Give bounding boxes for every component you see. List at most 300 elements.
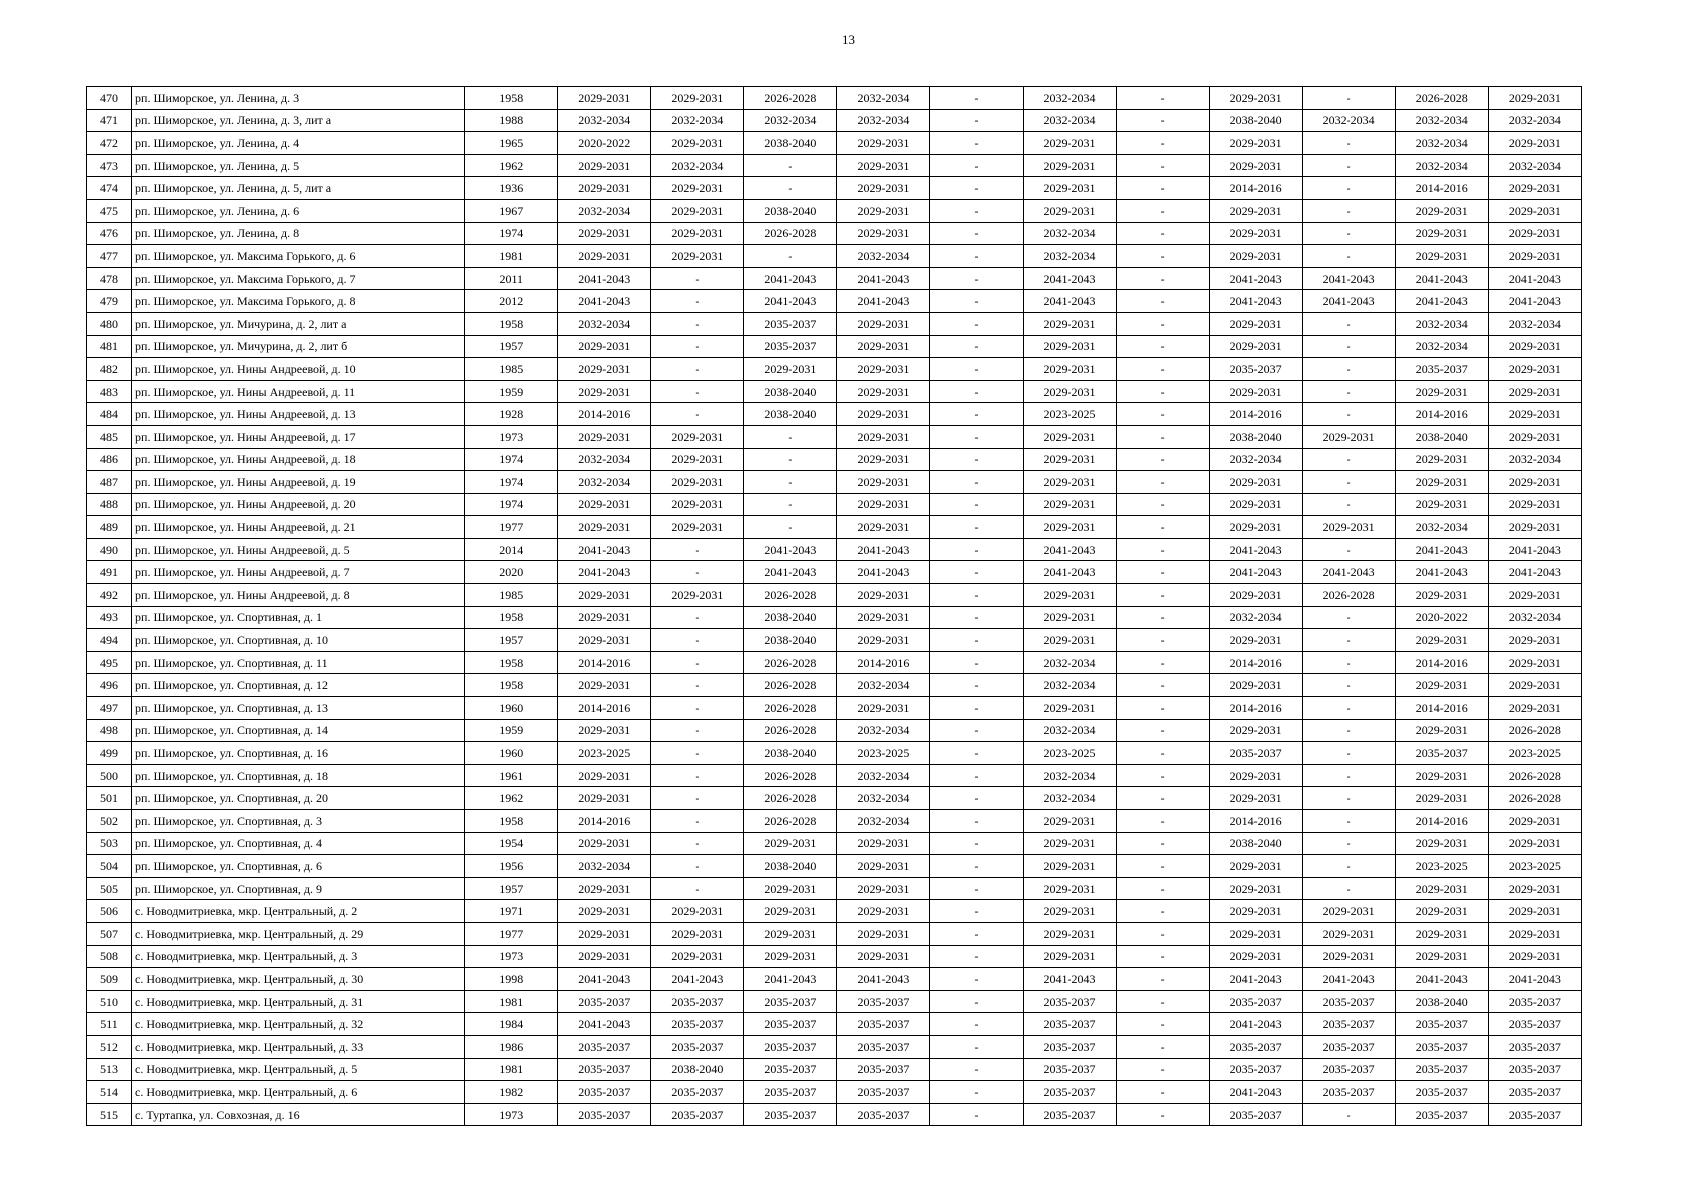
period-cell: 2026-2028 [744,584,837,607]
row-number-cell: 495 [87,651,132,674]
period-cell: 2032-2034 [837,109,930,132]
year-cell: 2012 [465,290,558,313]
period-cell: 2029-2031 [1302,922,1395,945]
period-cell: 2035-2037 [744,335,837,358]
period-cell: - [930,832,1023,855]
period-cell: 2035-2037 [1488,1013,1581,1036]
period-cell: 2038-2040 [744,403,837,426]
period-cell: 2023-2025 [837,742,930,765]
period-cell: - [930,199,1023,222]
period-cell: 2041-2043 [1023,561,1116,584]
row-number-cell: 488 [87,493,132,516]
address-cell: рп. Шиморское, ул. Спортивная, д. 10 [132,629,465,652]
period-cell: 2029-2031 [837,900,930,923]
period-cell: 2029-2031 [558,787,651,810]
row-number-cell: 477 [87,245,132,268]
period-cell: - [1116,968,1209,991]
period-cell: 2029-2031 [1209,132,1302,155]
period-cell: 2029-2031 [558,335,651,358]
period-cell: 2041-2043 [1209,561,1302,584]
year-cell: 1977 [465,922,558,945]
table-row [87,900,1582,923]
period-cell: 2029-2031 [558,425,651,448]
period-cell: 2023-2025 [558,742,651,765]
period-cell: 2035-2037 [1395,1103,1488,1126]
period-cell: - [930,1058,1023,1081]
row-number-cell: 512 [87,1035,132,1058]
table-row [87,199,1582,222]
period-cell: 2029-2031 [651,199,744,222]
period-cell: - [930,335,1023,358]
period-cell: - [930,787,1023,810]
period-cell: 2035-2037 [1488,1103,1581,1126]
table-row [87,674,1582,697]
period-cell: 2035-2037 [744,1058,837,1081]
period-cell: 2038-2040 [744,742,837,765]
row-number-cell: 504 [87,855,132,878]
row-number-cell: 515 [87,1103,132,1126]
period-cell: - [651,267,744,290]
period-cell: 2032-2034 [1023,719,1116,742]
period-cell: 2029-2031 [1488,674,1581,697]
period-cell: - [1116,87,1209,110]
period-cell: 2026-2028 [744,222,837,245]
year-cell: 1974 [465,222,558,245]
period-cell: 2029-2031 [1209,199,1302,222]
period-cell: 2035-2037 [744,1035,837,1058]
period-cell: 2029-2031 [1395,877,1488,900]
period-cell: - [930,493,1023,516]
period-cell: 2029-2031 [1023,629,1116,652]
row-number-cell: 505 [87,877,132,900]
period-cell: 2035-2037 [1302,1035,1395,1058]
address-cell: рп. Шиморское, ул. Спортивная, д. 4 [132,832,465,855]
period-cell: - [930,877,1023,900]
row-number-cell: 482 [87,358,132,381]
row-number-cell: 502 [87,810,132,833]
table-row [87,606,1582,629]
period-cell: 2026-2028 [744,810,837,833]
period-cell: 2029-2031 [1023,832,1116,855]
table-row [87,538,1582,561]
period-cell: 2029-2031 [837,425,930,448]
period-cell: 2029-2031 [837,606,930,629]
period-cell: - [930,403,1023,426]
year-cell: 1958 [465,87,558,110]
period-cell: 2029-2031 [651,245,744,268]
period-cell: - [1302,87,1395,110]
period-cell: - [1302,493,1395,516]
year-cell: 1958 [465,312,558,335]
period-cell: 2032-2034 [558,448,651,471]
period-cell: - [1302,538,1395,561]
row-number-cell: 510 [87,990,132,1013]
year-cell: 1936 [465,177,558,200]
period-cell: 2029-2031 [651,945,744,968]
period-cell: 2035-2037 [1395,1081,1488,1104]
period-cell: 2029-2031 [558,177,651,200]
table-row [87,922,1582,945]
period-cell: - [651,403,744,426]
period-cell: 2029-2031 [558,900,651,923]
year-cell: 1962 [465,787,558,810]
period-cell: - [651,787,744,810]
period-cell: 2029-2031 [1488,380,1581,403]
period-cell: 2035-2037 [1395,358,1488,381]
period-cell: 2041-2043 [1488,267,1581,290]
row-number-cell: 493 [87,606,132,629]
period-cell: - [1116,945,1209,968]
period-cell: 2038-2040 [744,629,837,652]
table-row [87,471,1582,494]
period-cell: - [1116,922,1209,945]
period-cell: - [1302,742,1395,765]
period-cell: - [930,674,1023,697]
period-cell: 2029-2031 [1395,493,1488,516]
address-cell: рп. Шиморское, ул. Нины Андреевой, д. 5 [132,538,465,561]
period-cell: 2029-2031 [837,403,930,426]
period-cell: 2026-2028 [744,697,837,720]
period-cell: - [1116,290,1209,313]
table-row [87,1103,1582,1126]
row-number-cell: 507 [87,922,132,945]
period-cell: 2029-2031 [1395,764,1488,787]
period-cell: 2029-2031 [558,674,651,697]
period-cell: 2029-2031 [1209,900,1302,923]
period-cell: 2029-2031 [1302,516,1395,539]
period-cell: - [930,358,1023,381]
period-cell: 2041-2043 [1023,290,1116,313]
period-cell: 2029-2031 [1209,312,1302,335]
row-number-cell: 475 [87,199,132,222]
period-cell: 2029-2031 [1395,787,1488,810]
period-cell: 2029-2031 [1302,425,1395,448]
period-cell: 2032-2034 [837,810,930,833]
period-cell: 2029-2031 [1209,335,1302,358]
period-cell: - [930,1103,1023,1126]
period-cell: - [1302,629,1395,652]
period-cell: - [651,877,744,900]
year-cell: 1959 [465,380,558,403]
period-cell: 2029-2031 [837,177,930,200]
period-cell: - [1302,674,1395,697]
period-cell: 2041-2043 [837,968,930,991]
period-cell: 2041-2043 [1209,538,1302,561]
period-cell: 2029-2031 [1488,584,1581,607]
period-cell: 2035-2037 [1302,1013,1395,1036]
period-cell: - [744,245,837,268]
table-row [87,358,1582,381]
table-row [87,1035,1582,1058]
period-cell: 2035-2037 [1209,1035,1302,1058]
row-number-cell: 508 [87,945,132,968]
period-cell: 2041-2043 [1209,290,1302,313]
period-cell: - [1302,1103,1395,1126]
period-cell: 2038-2040 [744,199,837,222]
period-cell: 2035-2037 [1488,990,1581,1013]
period-cell: - [930,900,1023,923]
year-cell: 2011 [465,267,558,290]
table-row [87,312,1582,335]
period-cell: 2029-2031 [1395,922,1488,945]
period-cell: 2029-2031 [1023,606,1116,629]
period-cell: 2041-2043 [744,561,837,584]
address-cell: рп. Шиморское, ул. Ленина, д. 4 [132,132,465,155]
period-cell: 2029-2031 [1023,358,1116,381]
period-cell: 2014-2016 [558,403,651,426]
period-cell: 2035-2037 [1488,1035,1581,1058]
period-cell: 2029-2031 [1395,719,1488,742]
period-cell: - [1116,900,1209,923]
period-cell: 2041-2043 [1209,267,1302,290]
row-number-cell: 485 [87,425,132,448]
period-cell: 2041-2043 [1302,290,1395,313]
period-cell: 2029-2031 [1302,945,1395,968]
period-cell: 2029-2031 [1023,697,1116,720]
period-cell: 2032-2034 [1023,109,1116,132]
period-cell: - [1302,245,1395,268]
period-cell: 2029-2031 [837,471,930,494]
row-number-cell: 514 [87,1081,132,1104]
period-cell: - [1302,764,1395,787]
period-cell: 2029-2031 [1488,651,1581,674]
period-cell: - [930,222,1023,245]
period-cell: 2032-2034 [1395,516,1488,539]
period-cell: 2035-2037 [651,1103,744,1126]
period-cell: 2029-2031 [651,471,744,494]
period-cell: 2029-2031 [1209,719,1302,742]
period-cell: 2029-2031 [1209,87,1302,110]
period-cell: 2029-2031 [558,516,651,539]
period-cell: - [1302,312,1395,335]
period-cell: - [930,87,1023,110]
period-cell: 2029-2031 [1302,900,1395,923]
period-cell: 2041-2043 [1488,290,1581,313]
period-cell: 2032-2034 [1023,674,1116,697]
address-cell: рп. Шиморское, ул. Максима Горького, д. 6 [132,245,465,268]
address-cell: рп. Шиморское, ул. Ленина, д. 6 [132,199,465,222]
period-cell: 2029-2031 [558,629,651,652]
period-cell: 2035-2037 [1395,1013,1488,1036]
table-row [87,561,1582,584]
period-cell: 2032-2034 [1488,154,1581,177]
period-cell: - [1302,199,1395,222]
period-cell: 2029-2031 [651,132,744,155]
row-number-cell: 511 [87,1013,132,1036]
address-cell: рп. Шиморское, ул. Нины Андреевой, д. 8 [132,584,465,607]
period-cell: 2029-2031 [1488,471,1581,494]
period-cell: - [651,335,744,358]
period-cell: 2023-2025 [1023,742,1116,765]
period-cell: 2029-2031 [1395,245,1488,268]
year-cell: 1958 [465,651,558,674]
period-cell: 2041-2043 [837,290,930,313]
period-cell: 2026-2028 [1302,584,1395,607]
row-number-cell: 483 [87,380,132,403]
period-cell: - [744,177,837,200]
period-cell: 2026-2028 [744,87,837,110]
year-cell: 1984 [465,1013,558,1036]
period-cell: 2026-2028 [1488,787,1581,810]
period-cell: 2029-2031 [1209,674,1302,697]
period-cell: - [651,629,744,652]
row-number-cell: 486 [87,448,132,471]
year-cell: 1981 [465,990,558,1013]
period-cell: 2035-2037 [1023,1103,1116,1126]
period-cell: - [930,425,1023,448]
period-cell: 2029-2031 [1488,900,1581,923]
period-cell: 2035-2037 [558,1103,651,1126]
period-cell: 2035-2037 [1395,742,1488,765]
period-cell: 2014-2016 [1395,403,1488,426]
address-cell: рп. Шиморское, ул. Нины Андреевой, д. 7 [132,561,465,584]
period-cell: 2029-2031 [558,764,651,787]
period-cell: 2035-2037 [1302,990,1395,1013]
period-cell: 2041-2043 [1395,561,1488,584]
period-cell: - [930,132,1023,155]
period-cell: 2029-2031 [1488,516,1581,539]
period-cell: - [1302,651,1395,674]
period-cell: 2029-2031 [1488,425,1581,448]
period-cell: 2029-2031 [558,877,651,900]
period-cell: 2029-2031 [744,358,837,381]
period-cell: 2041-2043 [744,290,837,313]
period-cell: 2029-2031 [1209,764,1302,787]
period-cell: - [930,697,1023,720]
period-cell: 2020-2022 [558,132,651,155]
period-cell: 2032-2034 [837,674,930,697]
period-cell: 2035-2037 [1302,1058,1395,1081]
period-cell: 2029-2031 [1023,425,1116,448]
table-row [87,245,1582,268]
period-cell: 2029-2031 [558,154,651,177]
period-cell: - [651,561,744,584]
period-cell: 2035-2037 [744,1013,837,1036]
period-cell: - [1116,471,1209,494]
table-row [87,1013,1582,1036]
address-cell: рп. Шиморское, ул. Спортивная, д. 14 [132,719,465,742]
year-cell: 1957 [465,629,558,652]
period-cell: 2041-2043 [1023,968,1116,991]
period-cell: 2014-2016 [837,651,930,674]
period-cell: - [1302,471,1395,494]
period-cell: - [651,697,744,720]
year-cell: 1998 [465,968,558,991]
period-cell: 2032-2034 [558,855,651,878]
period-cell: - [1302,877,1395,900]
row-number-cell: 509 [87,968,132,991]
address-cell: рп. Шиморское, ул. Спортивная, д. 9 [132,877,465,900]
period-cell: 2041-2043 [1395,538,1488,561]
period-cell: - [744,516,837,539]
period-cell: 2029-2031 [1488,87,1581,110]
period-cell: 2029-2031 [837,832,930,855]
row-number-cell: 501 [87,787,132,810]
period-cell: 2035-2037 [1395,1035,1488,1058]
address-cell: рп. Шиморское, ул. Нины Андреевой, д. 17 [132,425,465,448]
year-cell: 2014 [465,538,558,561]
table-row [87,697,1582,720]
period-cell: - [1116,516,1209,539]
period-cell: - [1302,358,1395,381]
period-cell: - [1302,380,1395,403]
period-cell: 2041-2043 [1488,968,1581,991]
period-cell: 2026-2028 [1395,87,1488,110]
period-cell: 2029-2031 [837,199,930,222]
period-cell: - [1302,335,1395,358]
period-cell: 2035-2037 [837,1035,930,1058]
row-number-cell: 474 [87,177,132,200]
period-cell: 2029-2031 [837,448,930,471]
year-cell: 1977 [465,516,558,539]
period-cell: - [744,493,837,516]
period-cell: 2029-2031 [1488,245,1581,268]
period-cell: 2029-2031 [651,584,744,607]
period-cell: - [1116,538,1209,561]
period-cell: 2035-2037 [651,1035,744,1058]
row-number-cell: 489 [87,516,132,539]
period-cell: 2029-2031 [837,380,930,403]
period-cell: 2038-2040 [744,380,837,403]
period-cell: 2041-2043 [1302,968,1395,991]
period-cell: 2035-2037 [651,990,744,1013]
period-cell: 2029-2031 [1395,900,1488,923]
period-cell: - [1116,990,1209,1013]
address-cell: рп. Шиморское, ул. Ленина, д. 3, лит а [132,109,465,132]
row-number-cell: 480 [87,312,132,335]
period-cell: 2029-2031 [837,358,930,381]
period-cell: - [930,922,1023,945]
table-row [87,968,1582,991]
year-cell: 1981 [465,245,558,268]
period-cell: 2029-2031 [651,516,744,539]
table-row [87,290,1582,313]
period-cell: - [930,990,1023,1013]
period-cell: - [1116,787,1209,810]
address-cell: с. Новодмитриевка, мкр. Центральный, д. 2 [132,900,465,923]
period-cell: - [1116,312,1209,335]
period-cell: - [1302,448,1395,471]
period-cell: 2023-2025 [1395,855,1488,878]
period-cell: - [930,448,1023,471]
row-number-cell: 487 [87,471,132,494]
row-number-cell: 479 [87,290,132,313]
address-cell: с. Новодмитриевка, мкр. Центральный, д. 31 [132,990,465,1013]
period-cell: 2035-2037 [744,312,837,335]
table-row [87,87,1582,110]
period-cell: 2035-2037 [837,1081,930,1104]
period-cell: - [1116,267,1209,290]
period-cell: - [744,448,837,471]
table-row [87,584,1582,607]
year-cell: 1973 [465,425,558,448]
period-cell: 2035-2037 [837,1013,930,1036]
row-number-cell: 490 [87,538,132,561]
period-cell: 2029-2031 [837,154,930,177]
period-cell: 2029-2031 [1023,177,1116,200]
period-cell: 2029-2031 [837,312,930,335]
year-cell: 1985 [465,358,558,381]
period-cell: - [930,629,1023,652]
period-cell: 2035-2037 [1209,1103,1302,1126]
period-cell: 2032-2034 [837,787,930,810]
period-cell: 2029-2031 [1209,154,1302,177]
period-cell: 2029-2031 [1488,222,1581,245]
period-cell: - [1302,606,1395,629]
period-cell: - [1116,109,1209,132]
period-cell: 2032-2034 [1023,764,1116,787]
period-cell: 2029-2031 [1209,493,1302,516]
